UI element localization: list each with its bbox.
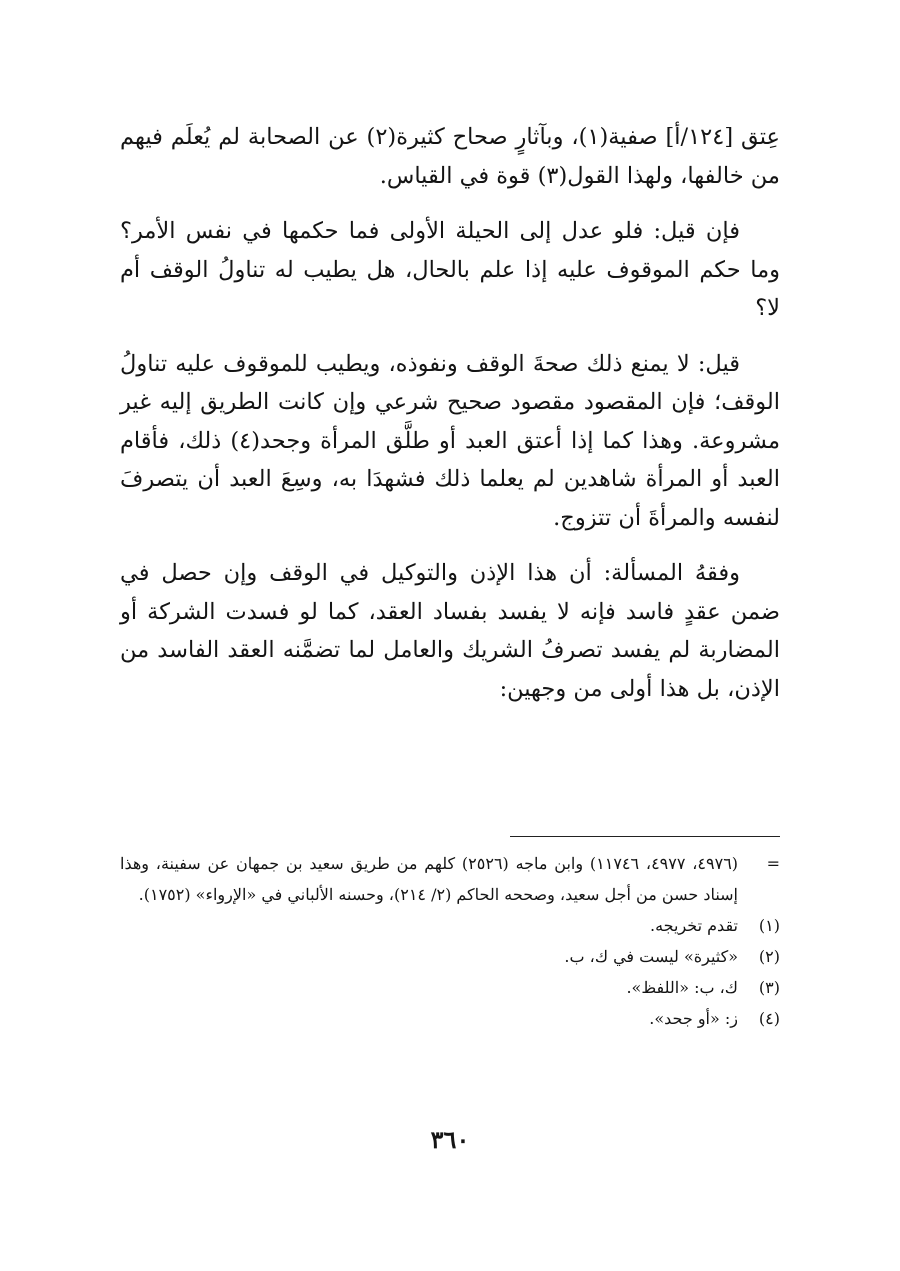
paragraph-3: قيل: لا يمنع ذلك صحةَ الوقف ونفوذه، ويطيب للموقوف عليه تناولُ الوقف؛ فإن المقصود مقصود صحيح شرعي وإن كانت الطريق إليه غير مشروعة. وهذا كما إذا أعتق العبد أو طلَّق المرأة وجحد(٤) ذلك، فأقام العبد أو المرأة شاهدين لم يعلما ذلك فشهدَا به، وسِعَ العبد أن يتصرفَ لنفسه والمرأةَ أن تتزوج. bbox=[120, 350, 780, 531]
main-text bbox=[120, 118, 780, 708]
footnote-3 bbox=[120, 972, 780, 1003]
footnote-marker: (٣) bbox=[758, 978, 780, 997]
paragraph-1: عِتق [١٢٤/أ] صفية(١)، وبآثارٍ صحاح كثيرة(٢) عن الصحابة لم يُعلَم فيهم من خالفها، ولهذا القول(٣) قوة في القياس. bbox=[120, 124, 780, 189]
paragraph-2: فإن قيل: فلو عدل إلى الحيلة الأولى فما حكمها في نفس الأمر؟ وما حكم الموقوف عليه إذا علم بالحال، هل يطيب له تناولُ الوقف أم لا؟ bbox=[120, 218, 780, 321]
footnote-4 bbox=[120, 1003, 780, 1034]
page-number: ٣٦٠ bbox=[430, 1125, 470, 1154]
footnote-marker: (٤) bbox=[758, 1009, 780, 1028]
paragraph-4: وفقهُ المسألة: أن هذا الإذن والتوكيل في الوقف وإن حصل في ضمن عقدٍ فاسد فإنه لا يفسد بفساد العقد، كما لو فسدت الشركة أو المضاربة لم يفسد تصرفُ الشريك والعامل لما تضمَّنه العقد الفاسد من الإذن، بل هذا أولى من وجهين: bbox=[120, 560, 780, 702]
footnote-text: تقدم تخريجه. bbox=[650, 916, 738, 935]
footnote-marker: = bbox=[766, 854, 780, 873]
footnote-text: ك، ب: «اللفظ». bbox=[626, 978, 738, 997]
footnote-marker: (١) bbox=[758, 916, 780, 935]
footnote-divider bbox=[510, 836, 780, 837]
footnote-continued bbox=[120, 848, 780, 910]
footnote-1 bbox=[120, 910, 780, 941]
footnotes bbox=[120, 848, 780, 1034]
footnote-2 bbox=[120, 941, 780, 972]
footnote-text: «كثيرة» ليست في ك، ب. bbox=[564, 947, 738, 966]
footnote-marker: (٢) bbox=[758, 947, 780, 966]
footnote-text: (٤٩٧٦، ٤٩٧٧، ١١٧٤٦) وابن ماجه (٢٥٢٦) كلهم من طريق سعيد بن جمهان عن سفينة، وهذا إسناد حسن من أجل سعيد، وصححه الحاكم (٢/ ٢١٤)، وحسنه الألباني في «الإرواء» (١٧٥٢). bbox=[120, 854, 739, 904]
footnote-text: ز: «أو جحد». bbox=[649, 1009, 738, 1028]
